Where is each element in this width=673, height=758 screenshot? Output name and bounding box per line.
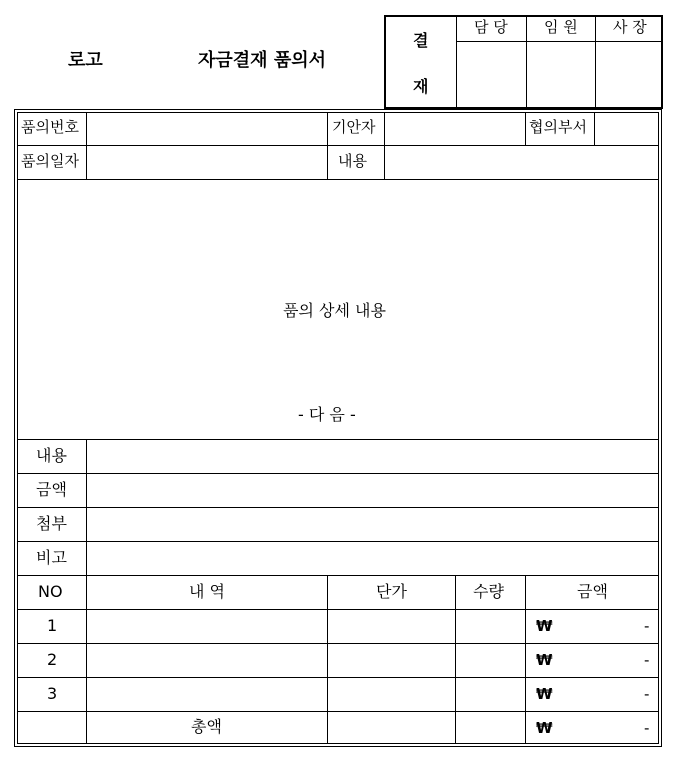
col-line — [327, 112, 328, 179]
detail-below-marker: - 다 음 - — [298, 405, 356, 424]
item-unit-price-field[interactable] — [328, 678, 455, 711]
col-line — [525, 112, 526, 145]
approval-col-president: 사 장 — [613, 18, 647, 36]
item-qty-field[interactable] — [456, 678, 525, 711]
doc-number-field[interactable] — [87, 113, 327, 145]
item-desc-field[interactable] — [87, 644, 327, 677]
item-unit-price-field[interactable] — [328, 644, 455, 677]
summary-remarks-label: 비고 — [36, 548, 67, 567]
summary-amount-label: 금액 — [36, 480, 67, 499]
approval-box — [384, 15, 663, 109]
items-header-no: NO — [38, 582, 63, 601]
row-line — [17, 711, 659, 712]
summary-amount-field[interactable] — [87, 474, 659, 507]
approval-col-manager: 담 당 — [474, 18, 508, 36]
drafter-label: 기안자 — [332, 118, 376, 136]
doc-date-field[interactable] — [87, 146, 327, 179]
approval-label-bottom: 재 — [413, 77, 429, 96]
item-currency: ₩ — [536, 685, 553, 703]
item-no: 2 — [47, 650, 58, 669]
coop-dept-field[interactable] — [595, 113, 659, 145]
item-desc-field[interactable] — [87, 678, 327, 711]
summary-attachment-field[interactable] — [87, 508, 659, 541]
items-header-desc: 내 역 — [189, 582, 225, 601]
item-currency: ₩ — [536, 617, 553, 635]
summary-remarks-field[interactable] — [87, 542, 659, 575]
col-line — [525, 575, 526, 744]
total-amount: - — [644, 719, 650, 737]
row-line — [17, 575, 659, 576]
summary-content-field[interactable] — [87, 440, 659, 473]
total-currency: ₩ — [536, 719, 553, 737]
content-label: 내용 — [338, 152, 367, 170]
item-qty-field[interactable] — [456, 610, 525, 643]
summary-attachment-label: 첨부 — [36, 514, 67, 533]
document-title: 자금결재 품의서 — [198, 50, 326, 71]
item-no: 1 — [47, 616, 58, 635]
item-no: 3 — [47, 684, 58, 703]
drafter-field[interactable] — [385, 113, 525, 145]
total-label: 총액 — [191, 717, 222, 736]
summary-content-label: 내용 — [36, 446, 67, 465]
approval-col-executive: 임 원 — [544, 18, 578, 36]
coop-dept-label: 협의부서 — [529, 118, 587, 136]
item-desc-field[interactable] — [87, 610, 327, 643]
item-amount: - — [644, 617, 650, 635]
content-field[interactable] — [385, 146, 659, 179]
logo-placeholder: 로고 — [68, 50, 103, 71]
item-qty-field[interactable] — [456, 644, 525, 677]
approval-sign-executive[interactable] — [527, 42, 595, 107]
approval-sign-manager[interactable] — [457, 42, 526, 107]
approval-sign-president[interactable] — [596, 42, 661, 107]
item-currency: ₩ — [536, 651, 553, 669]
items-header-qty: 수량 — [473, 582, 504, 601]
doc-number-label: 품의번호 — [21, 118, 79, 136]
approval-label-top: 결 — [413, 31, 429, 50]
doc-date-label: 품의일자 — [21, 152, 79, 170]
item-unit-price-field[interactable] — [328, 610, 455, 643]
items-header-unit-price: 단가 — [376, 582, 407, 601]
item-amount: - — [644, 685, 650, 703]
detail-heading: 품의 상세 내용 — [283, 301, 386, 320]
item-amount: - — [644, 651, 650, 669]
items-header-amount: 금액 — [577, 582, 608, 601]
